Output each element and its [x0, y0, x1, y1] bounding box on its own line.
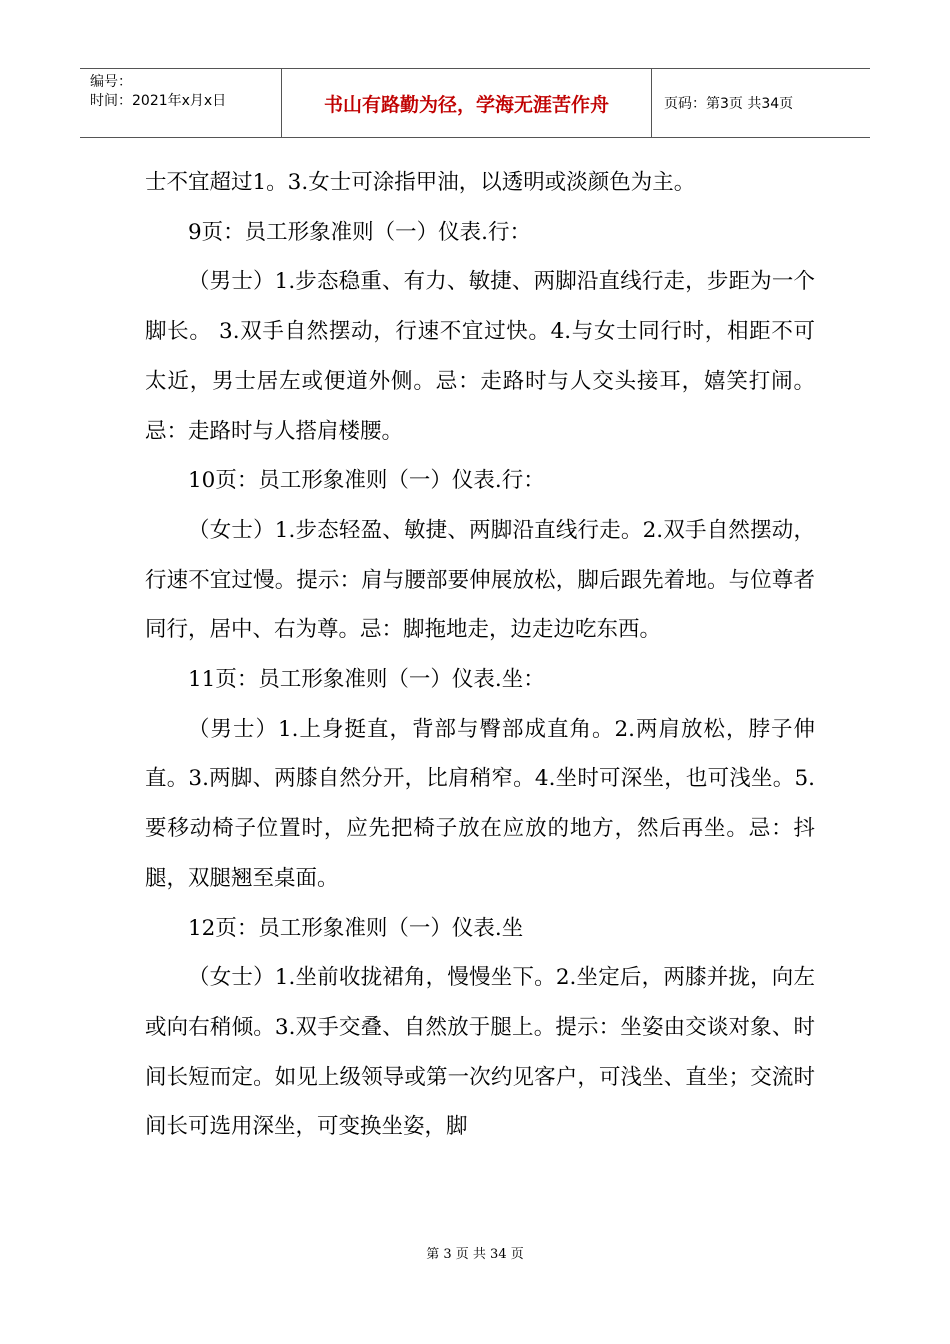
document-body	[145, 158, 815, 1152]
page-footer: 第 3 页 共 34 页	[426, 1247, 524, 1262]
paragraph: （女士）1.步态轻盈、敏捷、两脚沿直线行走。2.双手自然摆动，行速不宜过慢。提示：肩与腰部要伸展放松，脚后跟先着地。与位尊者同行，居中、右为尊。忌：脚拖地走，边走边吃东西。	[145, 517, 815, 643]
document-number-label: 编号：	[90, 74, 132, 90]
section-heading: 9页：员工形象准则（一）仪表.行：	[188, 219, 532, 245]
section-heading: 12页：员工形象准则（一）仪表.坐	[188, 915, 524, 941]
section-heading: 10页：员工形象准则（一）仪表.行：	[188, 468, 545, 494]
paragraph: （男士）1.步态稳重、有力、敏捷、两脚沿直线行走，步距为一个脚长。 3.双手自然摆动，行速不宜过快。4.与女士同行时，相距不可太近，男士居左或便道外侧。忌：走路时与人交头接耳，嬉笑打闹。忌：走路时与人搭肩楼腰。	[145, 269, 815, 444]
header-motto: 书山有路勤为径，学海无涯苦作舟	[282, 69, 652, 137]
paragraph: 士不宜超过1。3.女士可涂指甲油，以透明或淡颜色为主。	[145, 170, 696, 195]
paragraph: （女士）1.坐前收拢裙角，慢慢坐下。2.坐定后，两膝并拢，向左或向右稍倾。3.双手交叠、自然放于腿上。提示：坐姿由交谈对象、时间长短而定。如见上级领导或第一次约见客户，可浅坐、直坐；交流时间长可选用深坐，可变换坐姿，脚	[145, 965, 815, 1140]
header-meta	[80, 69, 282, 137]
page-header	[80, 68, 870, 138]
document-date-label: 时间：2021年x月x日	[90, 93, 227, 109]
header-page-number: 页码：第3页 共34页	[664, 96, 794, 112]
section-heading: 11页：员工形象准则（一）仪表.坐：	[188, 667, 545, 693]
paragraph: （男士）1.上身挺直，背部与臀部成直角。2.两肩放松，脖子伸直。3.两脚、两膝自然分开，比肩稍窄。4.坐时可深坐，也可浅坐。5.要移动椅子位置时，应先把椅子放在应放的地方，然后再坐。忌：抖腿，双腿翘至桌面。	[145, 716, 815, 891]
